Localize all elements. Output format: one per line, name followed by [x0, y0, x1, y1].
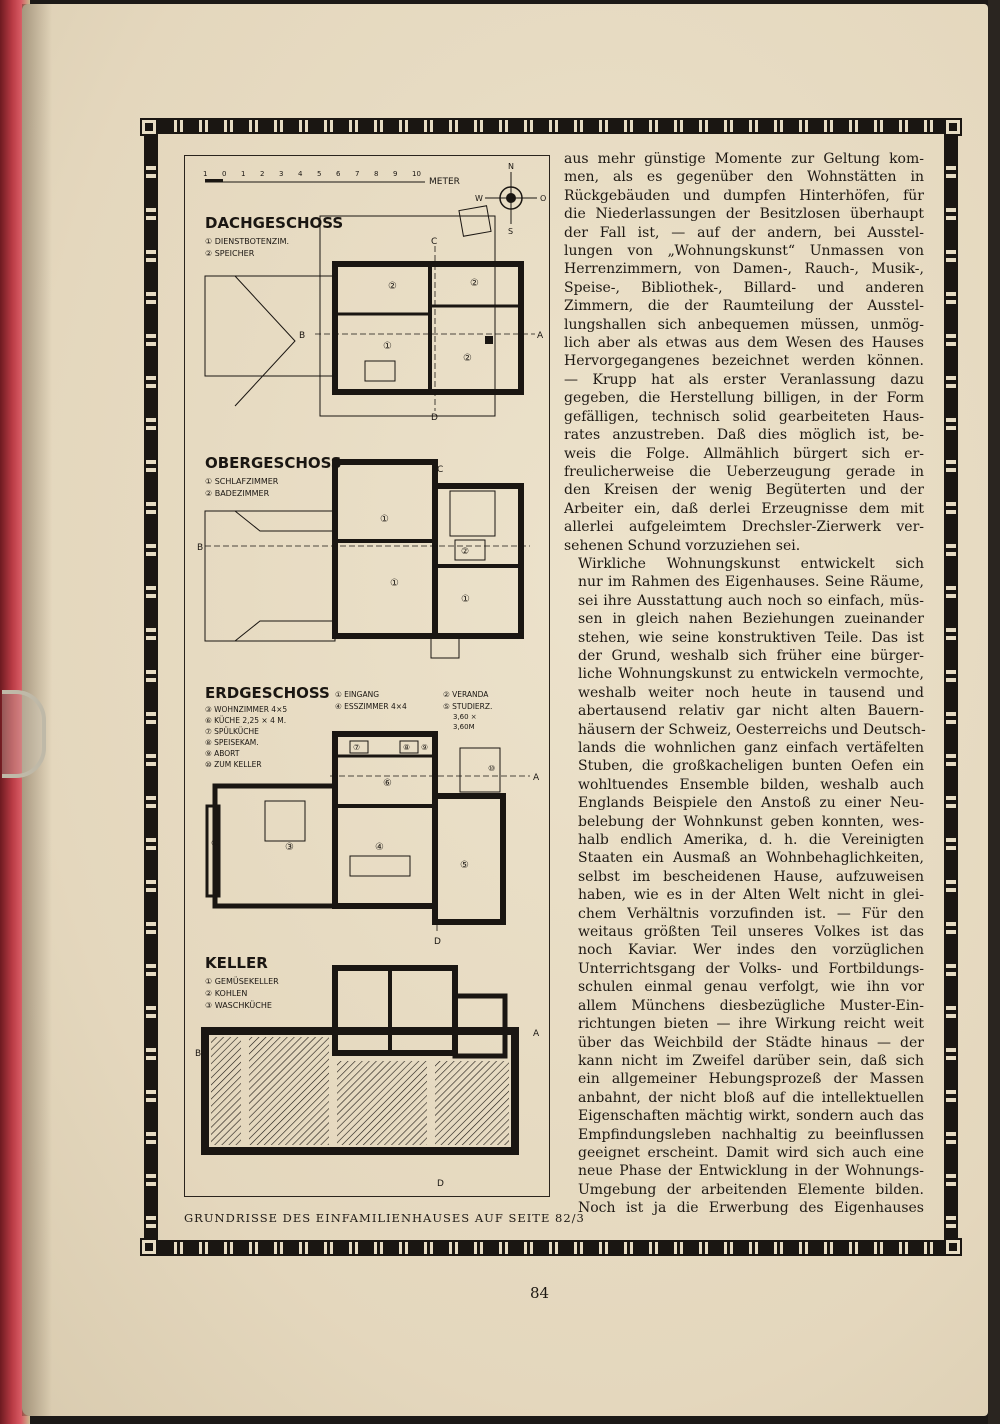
legend-line: ⑨ ABORT — [205, 749, 240, 758]
scale-tick-label: 6 — [336, 170, 341, 178]
text-line: Hervorgegangenes bezeichnet werden können. — [564, 353, 924, 370]
floor-title: KELLER — [205, 954, 268, 972]
scale-tick-label: 8 — [374, 170, 379, 178]
room-number: ⑧ — [403, 743, 411, 752]
body-text — [564, 150, 924, 1218]
text-line: gefälligen, technisch solid gearbeiteten Haus- — [564, 408, 924, 425]
text-line: der Grund, weshalb sich früher eine bürger- — [578, 647, 924, 664]
compass-w: W — [475, 194, 483, 203]
room-number: ① — [390, 578, 399, 589]
text-line: nur im Rahmen des Eigenhauses. Seine Räume, — [578, 574, 924, 591]
section-marker: A — [533, 773, 540, 783]
text-line: weshalb weiter noch heute in tausend und — [578, 684, 924, 701]
legend-line: ① DIENSTBOTENZIM. — [205, 237, 290, 246]
text-line: lungen von „Wohnungskunst“ Unmassen von — [564, 243, 924, 260]
room-number: ② — [211, 839, 220, 849]
frame-corner — [944, 1238, 962, 1256]
frame-corner — [944, 118, 962, 136]
legend-line: ⑥ KÜCHE 2,25 × 4 M. — [205, 716, 287, 725]
legend-line: ⑩ ZUM KELLER — [205, 760, 262, 769]
text-line: selbst im bescheidenen Hause, aufzuweisen — [578, 868, 924, 885]
text-line: allerlei aufgeleimtem Drechsler-Zierwerk ver- — [564, 519, 924, 536]
compass-s: S — [508, 227, 514, 236]
floor-keller — [195, 954, 540, 1189]
text-line: rates anzustreben. Daß dies möglich ist, be- — [564, 427, 924, 444]
text-line: chem Verhältnis vorzufinden ist. — Für den — [578, 905, 924, 922]
text-line: Wirkliche Wohnungskunst entwickelt sich — [578, 555, 924, 572]
room-number: ⑤ — [460, 860, 469, 871]
text-line: lands die wohnlichen ganz einfach vertäfelten — [578, 740, 924, 756]
scale-tick-label: 5 — [317, 170, 322, 178]
text-line: richtungen bieten — ihre Wirkung reicht weit — [578, 1016, 924, 1033]
scale-tick-label: 1 — [241, 170, 246, 178]
text-line: Zimmern, die der Raumteilung der Ausstel- — [564, 298, 924, 315]
frame-top-band — [158, 118, 944, 134]
text-line: neue Phase der Entwicklung in der Wohnungs- — [578, 1163, 924, 1180]
scale-tick-label: 10 — [412, 170, 421, 178]
frame-right-band — [944, 136, 958, 1238]
section-marker: B — [299, 331, 306, 341]
room-number: ⑩ — [488, 764, 496, 773]
section-marker: B — [197, 543, 204, 553]
text-line: lich aber als etwas aus dem Wesen des Hauses — [564, 335, 924, 352]
figure-caption: GRUNDRISSE DES EINFAMILIENHAUSES AUF SEITE 82/3 — [184, 1211, 585, 1225]
legend-line: ④ ESSZIMMER 4×4 — [335, 702, 407, 711]
scale-tick-label: 9 — [393, 170, 398, 178]
compass-o: O — [540, 194, 547, 203]
section-marker: D — [434, 937, 441, 947]
section-marker: C — [437, 465, 444, 475]
room-number: ⑥ — [383, 778, 392, 789]
section-marker: B — [195, 1049, 202, 1059]
text-line: allem Münchens diesbezügliche Muster-Ein- — [578, 997, 924, 1014]
bookmark-clip — [2, 690, 46, 778]
text-line: weis die Folge. Allmählich bürgert sich er- — [564, 445, 924, 462]
room-number: ① — [383, 341, 392, 352]
floor-plans-drawing — [185, 156, 549, 1196]
floor-title: ERDGESCHOSS — [205, 684, 330, 702]
frame-corner — [140, 1238, 158, 1256]
page-number: 84 — [530, 1284, 550, 1302]
floor-obergeschoss — [197, 454, 530, 658]
scale-tick-label: 0 — [222, 170, 227, 178]
scale-bar — [203, 170, 460, 187]
room-number: ① — [380, 514, 389, 525]
frame-corner — [140, 118, 158, 136]
legend-line: ② VERANDA — [443, 690, 489, 699]
legend-line: ② KOHLEN — [205, 989, 248, 998]
text-line: halb endlich Amerika, d. h. die Vereinigten — [578, 832, 924, 849]
room-number: ① — [461, 594, 470, 605]
text-line: Noch ist ja die Erwerbung des Eigenhauses — [578, 1200, 924, 1217]
room-number: ⑨ — [421, 743, 429, 752]
legend-line: ② SPEICHER — [205, 249, 255, 258]
floor-title: DACHGESCHOSS — [205, 214, 344, 232]
text-line: freulicherweise die Ueberzeugung gerade in — [564, 463, 924, 480]
scale-tick-label: 2 — [260, 170, 265, 178]
compass-rose — [475, 162, 546, 236]
text-line: weitaus größten Teil unseres Volkes ist das — [578, 924, 924, 941]
text-line: häusern der Schweiz, Oesterreichs und Deutsch- — [578, 721, 926, 738]
legend-line: ① EINGANG — [335, 690, 380, 699]
text-line: ein allgemeiner Hebungsprozeß der Massen — [578, 1071, 924, 1088]
text-line: — Krupp hat als erster Veranlassung dazu — [564, 371, 924, 388]
legend-line: ⑤ STUDIERZ. — [443, 702, 493, 711]
room-number: ② — [470, 278, 479, 289]
section-marker: A — [533, 1029, 540, 1039]
legend-line: ⑧ SPEISEKAM. — [205, 738, 259, 747]
floor-erdgeschoss — [205, 684, 540, 947]
section-marker: C — [431, 237, 438, 247]
floor-title: OBERGESCHOSS — [205, 454, 342, 472]
frame-left-band — [144, 136, 158, 1238]
text-line: Unterrichtsgang der Volks- und Fortbildungs- — [578, 960, 924, 977]
text-line: Speise-, Bibliothek-, Billard- und anderen — [564, 279, 924, 296]
section-marker: A — [537, 331, 544, 341]
text-line: Empfindungsleben nachhaltig zu beeinflussen — [578, 1126, 924, 1143]
text-line: wohltuendes Ensemble bilden, weshalb auch — [578, 776, 924, 793]
text-line: über das Weichbild der Städte hinaus — der — [578, 1034, 924, 1051]
floor-dachgeschoss — [205, 206, 544, 423]
room-number: ② — [388, 281, 397, 292]
scale-tick-label: 4 — [298, 170, 303, 178]
legend-line: ③ WASCHKÜCHE — [205, 1001, 272, 1010]
text-line: Umgebung der arbeitenden Elemente bilden. — [578, 1181, 924, 1198]
scan-border — [988, 0, 1000, 1424]
scale-tick-label: 3 — [279, 170, 284, 178]
text-line: noch Kaviar. Wer indes den vorzüglichen — [578, 942, 924, 959]
text-line: Rückgebäuden und dumpfen Hinterhöfen, für — [564, 187, 924, 204]
text-line: Herrenzimmern, von Damen-, Rauch-, Musik-, — [564, 261, 924, 278]
compass-n: N — [508, 162, 514, 171]
section-marker: D — [437, 1179, 444, 1189]
section-marker: D — [431, 413, 438, 423]
scale-tick-label: 1 — [203, 170, 208, 178]
room-number: ④ — [375, 842, 384, 853]
legend-line: ① SCHLAFZIMMER — [205, 477, 279, 486]
room-number: ⑦ — [353, 743, 361, 752]
text-line: sen in gleich nahen Beziehungen zueinander — [578, 611, 924, 628]
scale-unit: METER — [429, 177, 460, 187]
text-line: anbahnt, der nicht bloß auf die intellektuellen — [578, 1089, 924, 1106]
text-line: stehen, wie seine konstruktiven Teile. Das ist — [578, 629, 924, 646]
paragraph — [564, 150, 924, 555]
legend-line: 3,60 × — [453, 713, 477, 721]
text-line: kann nicht im Zweifel darüber sein, daß sich — [578, 1052, 924, 1069]
legend-line: ⑦ SPÜLKÜCHE — [205, 727, 259, 736]
text-line: Englands Beispiele den Anstoß zu einer Neu- — [578, 795, 924, 812]
floor-plan-figure — [184, 155, 550, 1197]
legend-line: ③ WOHNZIMMER 4×5 — [205, 705, 288, 714]
text-line: sehenen Schund vorzuziehen sei. — [564, 537, 801, 554]
text-line: Arbeiter ein, daß derlei Erzeugnisse dem mit — [564, 500, 924, 517]
text-line: Eigenschaften mächtig wirkt, sondern auch das — [578, 1108, 924, 1125]
scale-ticks — [203, 170, 421, 178]
text-line: Stuben, die großkacheligen bunten Oefen ein — [578, 758, 924, 775]
text-line: haben, wie es in der Alten Welt nicht in glei- — [578, 887, 924, 904]
room-number: ② — [461, 547, 470, 557]
text-line: abertausend relativ gar nicht alten Bauern- — [578, 703, 924, 720]
text-line: geeignet erscheint. Damit wird sich auch eine — [578, 1144, 924, 1161]
text-line: men, als es gegenüber den Wohnstätten in — [564, 169, 924, 186]
text-line: Staaten ein Ausmaß an Wohnbehaglichkeiten, — [578, 850, 924, 867]
text-line: lungshallen sich anbequemen müssen, unmög- — [564, 316, 924, 333]
text-line: den Kreisen der wenig Begüterten und der — [564, 482, 924, 499]
room-number: ③ — [285, 842, 294, 853]
text-line: gegeben, die Herstellung billigen, in der Form — [564, 390, 924, 407]
text-line: der Fall ist, — auf der andern, bei Ausstel- — [564, 224, 924, 241]
text-line: sei ihre Ausstattung auch noch so einfach, müs- — [578, 592, 924, 609]
text-line: liche Wohnungskunst zu entwickeln vermochte, — [578, 666, 924, 683]
paragraph — [564, 555, 924, 1218]
legend-line: 3,60M — [453, 723, 475, 731]
text-line: belebung der Wohnkunst geben konnten, wes- — [578, 813, 924, 830]
frame-bottom-band — [158, 1240, 944, 1256]
scale-tick-label: 7 — [355, 170, 360, 178]
legend-line: ② BADEZIMMER — [205, 489, 270, 498]
legend-line: ① GEMÜSEKELLER — [205, 977, 279, 986]
text-line: schulen einmal genau verfolgt, wie ihn vor — [578, 979, 924, 996]
text-line: die Niederlassungen der Besitzlosen überhaupt — [564, 206, 924, 223]
text-line: aus mehr günstige Momente zur Geltung kom- — [564, 151, 924, 167]
room-number: ② — [463, 353, 472, 364]
